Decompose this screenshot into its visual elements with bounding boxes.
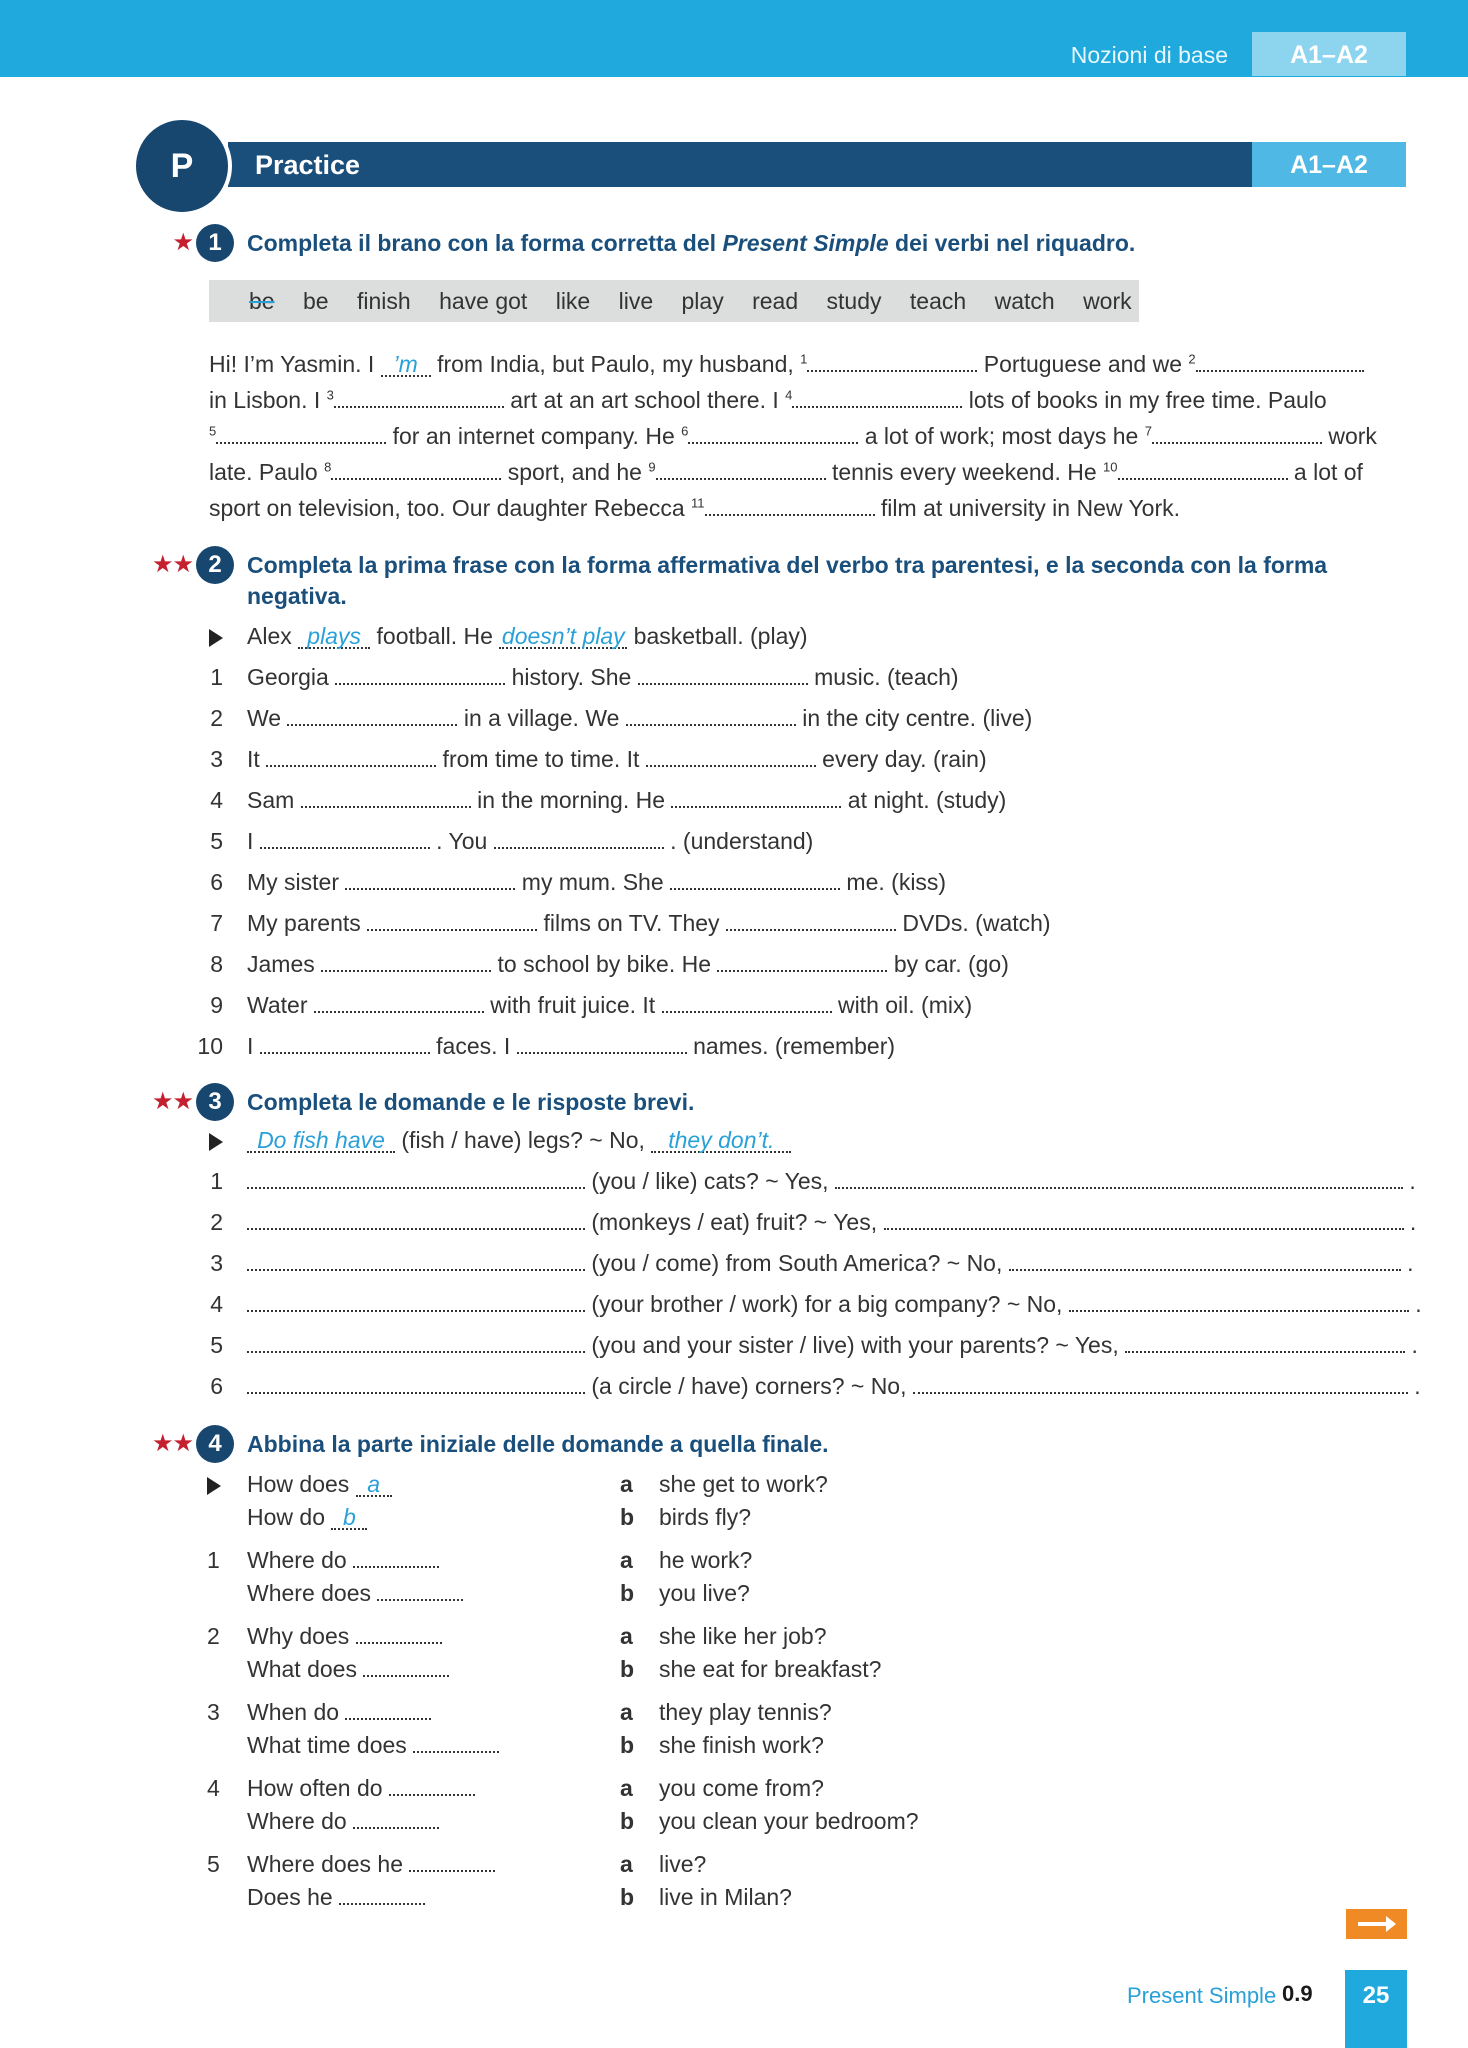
answer-blank[interactable]: they don’t. — [651, 1129, 791, 1153]
page-number: 25 — [1345, 1970, 1407, 2048]
match-option: you clean your bedroom? — [659, 1808, 919, 1834]
answer-blank[interactable] — [807, 352, 977, 372]
example-arrow-icon — [209, 629, 223, 647]
match-option: she finish work? — [659, 1732, 824, 1758]
match-option: you come from? — [659, 1775, 824, 1801]
answer-blank[interactable] — [688, 424, 858, 444]
answer-blank[interactable] — [409, 1852, 495, 1872]
difficulty-stars: ★★ — [151, 1088, 193, 1115]
answer-blank[interactable]: Do fish have — [247, 1129, 395, 1153]
match-option: live? — [659, 1851, 707, 1877]
word-item: read — [752, 288, 799, 314]
answer-blank[interactable] — [247, 1169, 585, 1189]
example-arrow-icon — [207, 1477, 221, 1495]
answer-blank[interactable] — [260, 829, 430, 849]
answer-blank[interactable] — [339, 1885, 425, 1905]
exercise-1-text: Hi! I’m Yasmin. I ’m from India, but Paulo, my husband, $^1$ Portuguese and we $^2$ in Lisbon. I $^3$ art at an art school there. I $^4$ lots of books in my free time. Paulo $^5$ for an internet company. He $^6$ a lot of work; most days he $^7$ work late. Paulo $^8$ sport, and he $^9$ tennis every weekend. He $^{10}$ a lot of sport on television, too. Our daughter Rebecca $^{11}$ film at university in New York. — [209, 351, 1377, 521]
word-item: be — [249, 288, 275, 314]
answer-blank[interactable]: a — [356, 1473, 392, 1497]
word-item: have got — [439, 288, 528, 314]
exercise-number: 4 — [196, 1425, 234, 1463]
answer-blank[interactable] — [301, 788, 471, 808]
answer-blank[interactable] — [913, 1374, 1408, 1394]
word-item: study — [826, 288, 882, 314]
answer-blank[interactable] — [705, 496, 875, 516]
answer-blank[interactable] — [1196, 352, 1364, 372]
top-banner — [0, 0, 1468, 77]
answer-blank[interactable]: b — [331, 1506, 367, 1530]
word-item: work — [1083, 288, 1132, 314]
answer-blank[interactable]: ’m — [381, 353, 431, 377]
answer-blank[interactable] — [331, 460, 501, 480]
answer-blank[interactable]: plays — [298, 625, 370, 649]
word-item: finish — [356, 288, 411, 314]
answer-blank[interactable] — [494, 829, 664, 849]
word-item: watch — [994, 288, 1055, 314]
word-item: teach — [909, 288, 967, 314]
answer-blank[interactable] — [321, 952, 491, 972]
answer-blank[interactable] — [413, 1733, 499, 1753]
answer-blank[interactable] — [835, 1169, 1403, 1189]
answer-blank[interactable]: doesn’t play — [499, 625, 627, 649]
next-page-button[interactable] — [1346, 1909, 1407, 1939]
example-arrow-icon — [209, 1133, 223, 1151]
footer-unit-code: 0.9 — [1282, 1981, 1313, 2006]
answer-blank[interactable] — [247, 1374, 585, 1394]
answer-blank[interactable] — [260, 1034, 430, 1054]
answer-blank[interactable] — [216, 424, 386, 444]
match-option: he work? — [659, 1547, 753, 1573]
answer-blank[interactable] — [353, 1809, 439, 1829]
difficulty-stars: ★★ — [151, 1430, 193, 1457]
answer-blank[interactable] — [726, 911, 896, 931]
answer-blank[interactable] — [792, 388, 962, 408]
answer-blank[interactable] — [314, 993, 484, 1013]
word-item: play — [681, 288, 724, 314]
answer-blank[interactable] — [363, 1657, 449, 1677]
answer-blank[interactable] — [377, 1581, 463, 1601]
answer-blank[interactable] — [247, 1210, 585, 1230]
answer-blank[interactable] — [335, 665, 505, 685]
answer-blank[interactable] — [670, 870, 840, 890]
section-name: Nozioni di base — [1070, 42, 1228, 68]
word-item: be — [302, 288, 329, 314]
word-item: live — [618, 288, 654, 314]
exercise-number: 1 — [196, 224, 234, 262]
match-option: they play tennis? — [659, 1699, 832, 1725]
answer-blank[interactable] — [287, 706, 457, 726]
answer-blank[interactable] — [884, 1210, 1404, 1230]
exercise-title: Abbina la parte iniziale delle domande a quella finale. — [247, 1431, 829, 1457]
answer-blank[interactable] — [247, 1251, 585, 1271]
answer-blank[interactable] — [389, 1776, 475, 1796]
difficulty-stars: ★★ — [151, 551, 193, 578]
answer-blank[interactable] — [671, 788, 841, 808]
practice-level-badge: A1–A2 — [1252, 142, 1406, 187]
answer-blank[interactable] — [638, 665, 808, 685]
answer-blank[interactable] — [367, 911, 537, 931]
practice-title: Practice — [255, 150, 361, 180]
answer-blank[interactable] — [266, 747, 436, 767]
match-option: she like her job? — [659, 1623, 827, 1649]
level-badge: A1–A2 — [1252, 32, 1406, 76]
word-box — [209, 280, 1139, 322]
answer-blank[interactable] — [247, 1333, 585, 1353]
answer-blank[interactable] — [1125, 1333, 1405, 1353]
answer-blank[interactable] — [1009, 1251, 1401, 1271]
footer-section-name: Present Simple — [1127, 1983, 1277, 2008]
exercise-title: Completa il brano con la forma corretta del Present Simple dei verbi nel riquadro. — [247, 230, 1136, 256]
answer-blank[interactable] — [345, 1700, 431, 1720]
match-option: you live? — [659, 1580, 750, 1606]
exercise-number: 2 — [196, 546, 234, 584]
exercise-title: Completa le domande e le risposte brevi. — [247, 1089, 695, 1115]
answer-blank[interactable] — [353, 1548, 439, 1568]
match-option: live in Milan? — [659, 1884, 792, 1910]
exercise-title: Completa la prima frase con la forma affermativa del verbo tra parentesi, e la seconda con la forma negativa. — [247, 552, 1328, 609]
practice-letter-circle: P — [132, 116, 232, 216]
exercise-number: 3 — [196, 1083, 234, 1121]
answer-blank[interactable] — [717, 952, 887, 972]
word-item: like — [555, 288, 591, 314]
answer-blank[interactable] — [334, 388, 504, 408]
practice-bar — [228, 142, 1252, 187]
answer-blank[interactable] — [1118, 460, 1288, 480]
answer-blank[interactable] — [1152, 424, 1322, 444]
answer-blank[interactable] — [356, 1624, 442, 1644]
answer-blank[interactable] — [662, 993, 832, 1013]
answer-blank[interactable] — [1069, 1292, 1409, 1312]
answer-blank[interactable] — [646, 747, 816, 767]
match-option: she eat for breakfast? — [659, 1656, 882, 1682]
answer-blank[interactable] — [345, 870, 515, 890]
right-arrow-icon — [1346, 1909, 1407, 1939]
difficulty-stars: ★ — [172, 229, 193, 256]
answer-blank[interactable] — [656, 460, 826, 480]
answer-blank[interactable] — [517, 1034, 687, 1054]
answer-blank[interactable] — [626, 706, 796, 726]
answer-blank[interactable] — [247, 1292, 585, 1312]
